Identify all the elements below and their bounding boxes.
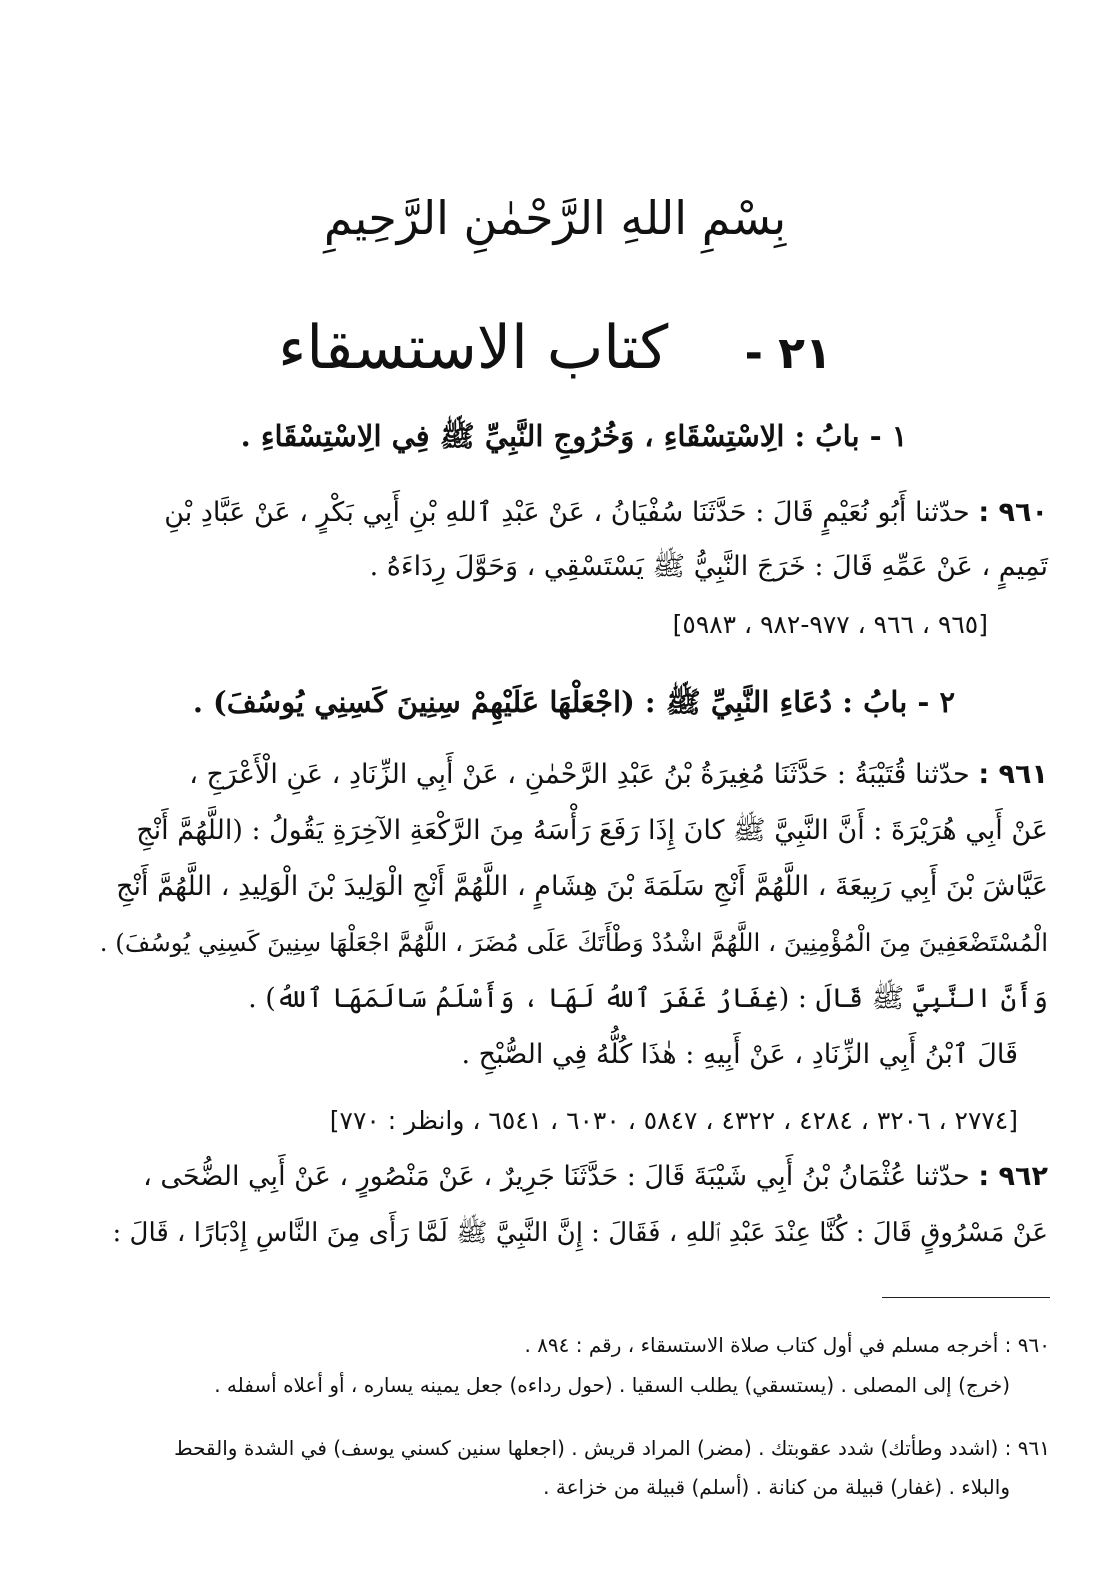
footnote-960-explanation: (خرج) إلى المصلى . (يستسقي) يطلب السقيا . (حول رداءه) جعل يمينه يساره ، أو أعلاه أسفله . [214,1373,1010,1397]
footnote-separator [882,1297,1050,1298]
hadith-961-line-5: وَأَنَّ النَّبِيَّ ﷺ قَالَ : (غِفَارُ غَفَرَ ٱللهُ لَهَا ، وَأَسْلَمُ سَالَمَهَا ٱللهُ) . [248,983,1048,1014]
hadith-961-line-2: عَنْ أَبِي هُرَيْرَةَ : أَنَّ النَّبِيَّ ﷺ كانَ إِذَا رَفَعَ رَأْسَهُ مِنَ الرَّكْعَةِ الآخِرَةِ يَقُولُ : (اللَّهُمَّ أَنْجِ [136,815,1048,846]
footnote-960: ٩٦٠ : أخرجه مسلم في أول كتاب صلاة الاستسقاء ، رقم : ٨٩٤ . [524,1333,1050,1357]
footnote-961: ٩٦١ : (اشدد وطأتك) شدد عقوبتك . (مضر) المراد قريش . (اجعلها سنين كسني يوسف) في الشدة والقحط [174,1436,1050,1460]
basmala: بِسْمِ اللهِ الرَّحْمٰنِ الرَّحِيمِ [323,191,787,245]
book-number: ٢١ - [744,328,832,379]
hadith-962-line-1 [100,1158,1048,1196]
hadith-number: ٩٦٠ : [978,497,1048,528]
section-heading-2: ٢ - بابُ : دُعَاءِ النَّبِيِّ ﷺ : (اجْعَلْهَا عَلَيْهِمْ سِنِينَ كَسِنِي يُوسُفَ) . [192,685,956,719]
hadith-text: حدّثنا أَبُو نُعَيْمٍ قَالَ : حَدَّثَنَا سُفْيَانُ ، عَنْ عَبْدِ ٱللهِ بْنِ أَبِي بَكْرٍ ، عَنْ عَبَّادِ بْنِ [164,497,970,528]
section-heading-1: ١ - بابُ : الِاسْتِسْقَاءِ ، وَخُرُوجِ النَّبِيِّ ﷺ فِي الِاسْتِسْقَاءِ . [240,419,908,453]
hadith-961-line-4: الْمُسْتَضْعَفِينَ مِنَ الْمُؤْمِنِينَ ، اللَّهُمَّ اشْدُدْ وَطْأَتَكَ عَلَى مُضَرَ ، اللَّهُمَّ اجْعَلْهَا سِنِينَ كَسِنِي يُوسُفَ) . [99,928,1048,957]
hadith-960-line-1 [100,494,1048,532]
book-title [0,308,1110,394]
hadith-960-refs: [٩٦٥ ، ٩٦٦ ، ٩٧٧-٩٨٢ ، ٥٩٨٣] [672,610,988,639]
hadith-961-line-1 [100,756,1048,794]
hadith-number: ٩٦٢ : [978,1161,1048,1192]
hadith-961-refs: [٢٧٧٤ ، ٣٢٠٦ ، ٤٢٨٤ ، ٤٣٢٢ ، ٥٨٤٧ ، ٦٠٣٠ ، ٦٥٤١ ، وانظر : ٧٧٠] [329,1106,1018,1135]
hadith-text: حدّثنا عُثْمَانُ بْنُ أَبِي شَيْبَةَ قَالَ : حَدَّثَنَا جَرِيرٌ ، عَنْ مَنْصُورٍ ، عَنْ أَبِي الضُّحَى ، [143,1161,970,1192]
hadith-960-line-2: تَمِيمٍ ، عَنْ عَمِّهِ قَالَ : خَرَجَ النَّبِيُّ ﷺ يَسْتَسْقِي ، وَحَوَّلَ رِدَاءَهُ . [369,551,1048,582]
book-title-text: كتاب الاستسقاء [278,313,669,383]
hadith-962-line-2: عَنْ مَسْرُوقٍ قَالَ : كُنَّا عِنْدَ عَبْدِ ٱللهِ ، فَقَالَ : إِنَّ النَّبِيَّ ﷺ لَمَّا رَأَى مِنَ النَّاسِ إِدْبَارًا ، قَالَ : [112,1218,1048,1248]
hadith-961-line-6: قَالَ ٱبْنُ أَبِي الزِّنَادِ ، عَنْ أَبِيهِ : هٰذَا كُلُّهُ فِي الصُّبْحِ . [461,1039,1018,1070]
hadith-961-line-3: عَيَّاشَ بْنَ أَبِي رَبِيعَةَ ، اللَّهُمَّ أَنْجِ سَلَمَةَ بْنَ هِشَامٍ ، اللَّهُمَّ أَنْجِ الْوَلِيدَ بْنَ الْوَلِيدِ ، اللَّهُمَّ أَنْجِ [116,871,1048,902]
hadith-number: ٩٦١ : [978,759,1048,790]
hadith-text: حدّثنا قُتَيْبَةُ : حَدَّثَنَا مُغِيرَةُ بْنُ عَبْدِ الرَّحْمٰنِ ، عَنْ أَبِي الزِّنَادِ ، عَنِ الْأَعْرَجِ ، [189,759,970,790]
footnote-961-continued: والبلاء . (غفار) قبيلة من كنانة . (أسلم) قبيلة من خزاعة . [543,1475,1010,1499]
